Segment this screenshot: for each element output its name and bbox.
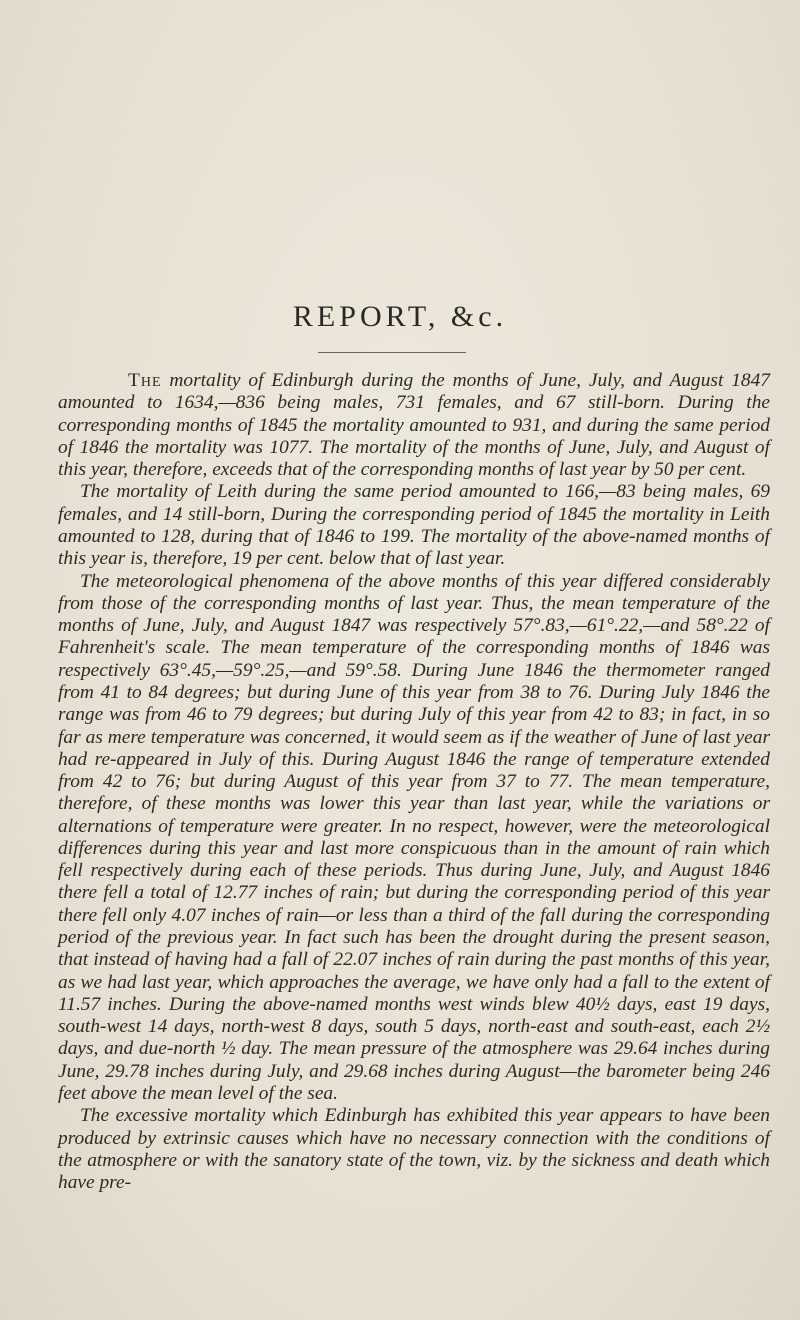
paragraph-meteorology: The meteorological phenomena of the above months of this year differed considerably from those of the corresponding months of last year. Thus, the mean temperature of the months of June, July, and August 1847 was respectively 57°.83,—61°.22,—and 58°.22 of Fahrenheit's scale. The mean temperature of the corresponding months of 1846 was respectively 63°.45,—59°.25,—and 59°.58. During June 1846 the thermometer ranged from 41 to 84 degrees; but during June of this year from 38 to 76. During July 1846 the range was from 46 to 79 degrees; but during July of this year from 42 to 83; in fact, in so far as mere temperature was concerned, it would seem as if the weather of June of last year had re-appeared in July of this. During August 1846 the range of temperature extended from 42 to 76; but during August of this year from 37 to 77. The mean temperature, therefore, of these months was lower this year than last year, while the variations or alternations of temperature were greater. In no respect, however, were the meteorological differences during this year and last more conspicuous than in the amount of rain which fell respectively during each of these periods. Thus during June, July, and August 1846 there fell a total of 12.77 inches of rain; but during the corresponding period of this year there fell only 4.07 inches of rain—or less than a third of the fall during the corresponding period of the previous year. In fact such has been the drought during the present season, that instead of having had a fall of 22.07 inches of rain during the past months of this year, as we had last year, which approaches the average, we have only had a fall to the extent of 11.57 inches. During the above-named months west winds blew 40½ days, east 19 days, south-west 14 days, north-west 8 days, south 5 days, north-east and south-east, each 2½ days, and due-north ½ day. The mean pressure of the atmosphere was 29.64 inches during June, 29.78 inches during July, and 29.68 inches during August—the barometer being 246 feet above the mean level of the sea. [58, 570, 770, 1104]
page-heading: REPORT, &c. [292, 300, 508, 333]
opening-word: The [128, 370, 162, 391]
paragraph-leith-mortality: The mortality of Leith during the same period amounted to 166,—83 being males, 69 females, and 14 still-born, During the corresponding period of 1845 the mortality in Leith amounted to 128, during that of 1846 to 199. The mortality of the above-named months of this year is, therefore, 19 per cent. below that of last year. [58, 481, 770, 570]
report-body [58, 370, 770, 1194]
paragraph-text: mortality of Edinburgh during the months of June, July, and August 1847 amounted to 1634,—836 being males, 731 females, and 67 still-born. During the corresponding months of 1845 the mortality amounted to 931, and during the same period of 1846 the mortality was 1077. The mortality of the months of June, July, and August of this year, therefore, exceeds that of the corresponding months of last year by 50 per cent. [58, 370, 770, 481]
paragraph-excessive-mortality: The excessive mortality which Edinburgh has exhibited this year appears to have been produced by extrinsic causes which have no necessary connection with the conditions of the atmosphere or with the sanatory state of the town, viz. by the sickness and death which have pre- [58, 1105, 770, 1194]
heading-rule [318, 352, 466, 353]
paragraph-edinburgh-mortality [58, 370, 770, 481]
